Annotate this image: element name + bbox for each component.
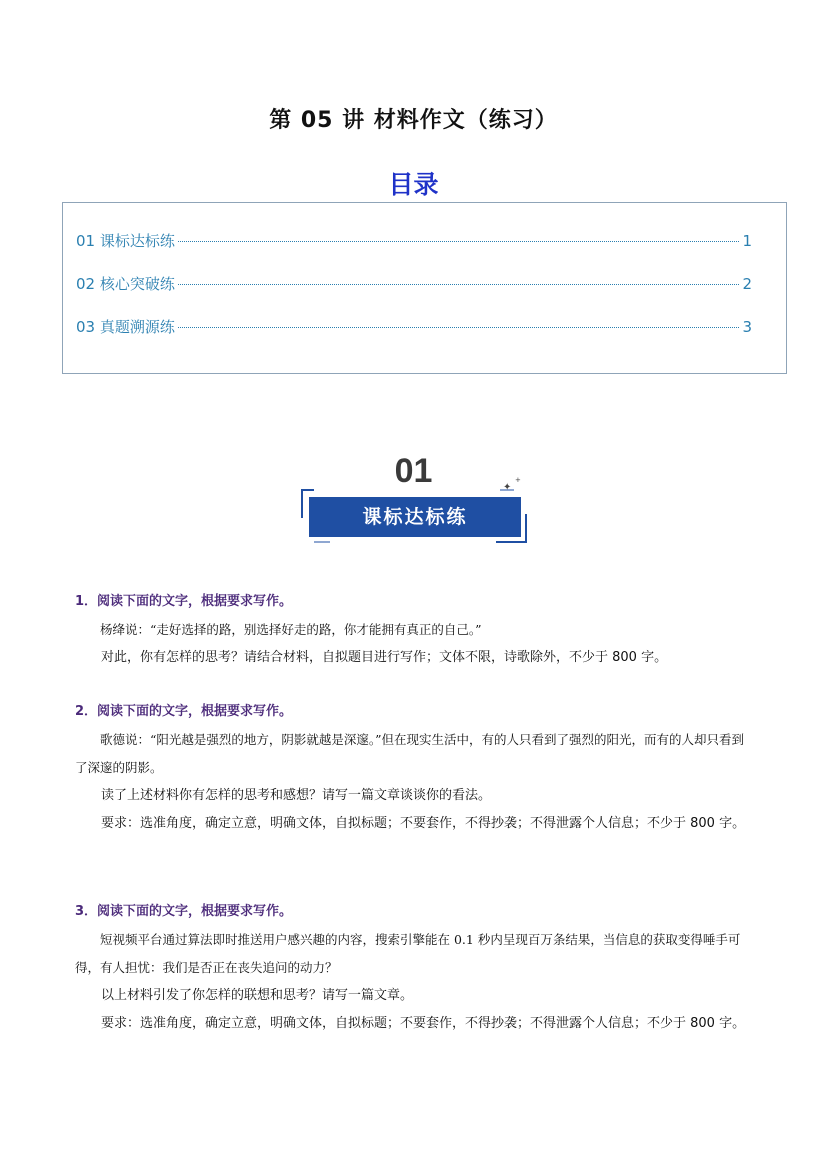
toc-leader-dots	[178, 327, 740, 328]
toc-item-label[interactable]: 03 真题溯源练	[76, 318, 175, 336]
toc-item-1[interactable]	[76, 230, 752, 251]
question-prompt: 对此，你有怎样的思考？请结合材料，自拟题目进行写作；文体不限，诗歌除外，不少于 800 字。	[101, 650, 668, 665]
question-prompt: 以上材料引发了你怎样的联想和思考？请写一篇文章。	[101, 988, 414, 1003]
toc-item-label[interactable]: 02 核心突破练	[76, 275, 175, 293]
question-requirements: 要求：选准角度，确定立意，明确文体，自拟标题；不要套作，不得抄袭；不得泄露个人信息；不少于 800 字。	[101, 1016, 746, 1031]
question-material: 短视频平台通过算法即时推送用户感兴趣的内容，搜索引擎能在 0.1 秒内呈现百万条结果，当信息的获取变得唾手可得，有人担忧：我们是否正在丧失追问的动力？	[75, 932, 741, 975]
sparkle-small-icon: +	[515, 476, 521, 484]
toc-item-page[interactable]: 1	[742, 232, 752, 250]
question-3	[75, 898, 755, 1038]
toc-item-2[interactable]	[76, 273, 752, 294]
question-heading: 2．阅读下面的文字，根据要求写作。	[75, 704, 293, 719]
table-of-contents	[62, 202, 787, 374]
section-banner	[300, 476, 530, 546]
toc-leader-dots	[178, 284, 740, 285]
question-1	[75, 588, 755, 672]
question-heading: 3．阅读下面的文字，根据要求写作。	[75, 904, 293, 919]
toc-leader-dots	[178, 241, 740, 242]
sparkle-icon: ✦	[503, 482, 512, 493]
question-material: 杨绛说：“走好选择的路，别选择好走的路，你才能拥有真正的自己。”	[100, 622, 482, 637]
toc-item-page[interactable]: 2	[742, 275, 752, 293]
toc-item-label[interactable]: 01 课标达标练	[76, 232, 175, 250]
toc-item-3[interactable]	[76, 316, 752, 337]
document-title: 第 05 讲 材料作文（练习）	[269, 108, 558, 133]
question-prompt: 读了上述材料你有怎样的思考和感想？请写一篇文章谈谈你的看法。	[101, 788, 492, 803]
question-material: 歌德说：“阳光越是强烈的地方，阴影就越是深邃。”但在现实生活中，有的人只看到了强烈的阳光，而有的人却只看到了深邃的阴影。	[75, 732, 745, 775]
section-name: 课标达标练	[309, 497, 521, 537]
question-heading: 1．阅读下面的文字，根据要求写作。	[75, 594, 293, 609]
question-requirements: 要求：选准角度，确定立意，明确文体，自拟标题；不要套作，不得抄袭；不得泄露个人信息；不少于 800 字。	[101, 816, 746, 831]
toc-item-page[interactable]: 3	[742, 318, 752, 336]
question-2	[75, 698, 755, 838]
section-number: 01	[394, 452, 433, 490]
toc-heading: 目录	[388, 170, 439, 199]
